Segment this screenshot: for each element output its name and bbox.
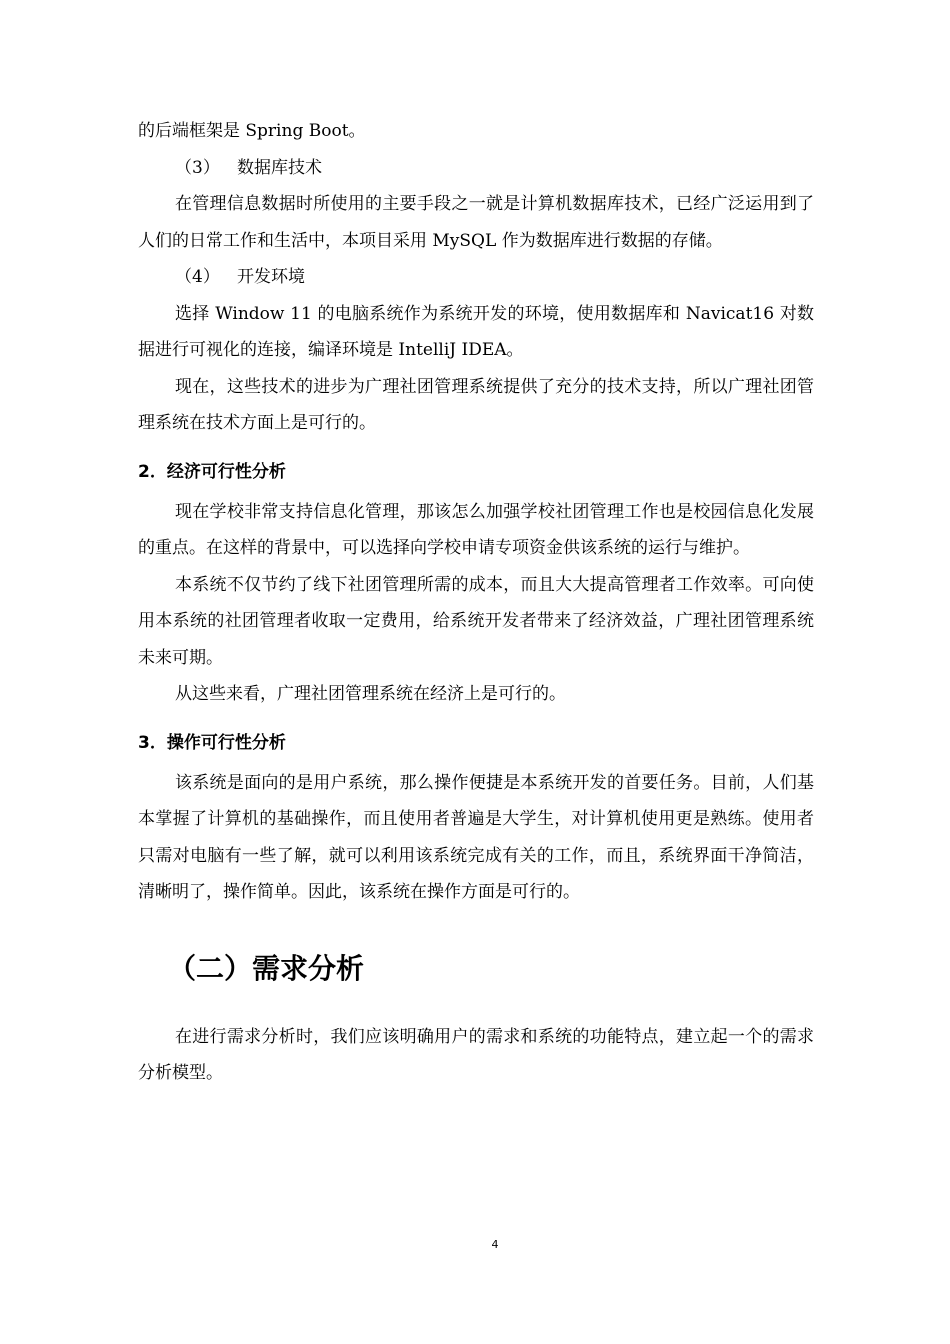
paragraph-operational: 该系统是面向的是用户系统，那么操作便捷是本系统开发的首要任务。目前，人们基本掌握了计算机的基础操作，而且使用者普遍是大学生，对计算机使用更是熟练。使用者只需对电脑有一些了解，就可以利用该系统完成有关的工作，而且，系统界面干净简洁，清晰明了，操作简单。因此，该系统在操作方面是可行的。 [138,772,814,902]
list-item-label: 数据库技术 [237,157,322,178]
paragraph-backend-framework: 的后端框架是 Spring Boot。 [138,121,366,141]
list-item-number: （3） [175,157,220,178]
paragraph-requirements: 在进行需求分析时，我们应该明确用户的需求和系统的功能特点，建立起一个的需求分析模型。 [138,1026,814,1083]
list-item-dev-environment [138,259,814,296]
heading-operational-feasibility: 3．操作可行性分析 [138,732,286,753]
paragraph-database: 在管理信息数据时所使用的主要手段之一就是计算机数据库技术，已经广泛运用到了人们的日常工作和生活中，本项目采用 MySQL 作为数据库进行数据的存储。 [138,194,814,251]
list-item-number: （4） [175,267,220,287]
paragraph-dev-environment: 选择 Window 11 的电脑系统作为系统开发的环境，使用数据库和 Navicat16 对数据进行可视化的连接，编译环境是 IntelliJ IDEA。 [138,303,814,360]
paragraph-economic-1: 现在学校非常支持信息化管理，那该怎么加强学校社团管理工作也是校园信息化发展的重点。在这样的背景中，可以选择向学校申请专项资金供该系统的运行与维护。 [138,501,814,558]
paragraph-economic-conclusion: 从这些来看，广理社团管理系统在经济上是可行的。 [175,684,566,704]
page-number: 4 [491,1238,499,1251]
list-item-label: 开发环境 [237,267,305,287]
list-item-database-tech [138,150,814,187]
paragraph-tech-conclusion: 现在，这些技术的进步为广理社团管理系统提供了充分的技术支持，所以广理社团管理系统在技术方面上是可行的。 [138,376,814,433]
document-body [138,113,814,1092]
paragraph-economic-2: 本系统不仅节约了线下社团管理所需的成本，而且大大提高管理者工作效率。可向使用本系统的社团管理者收取一定费用，给系统开发者带来了经济效益，广理社团管理系统未来可期。 [138,574,814,668]
heading-requirements-analysis: （二）需求分析 [168,951,365,985]
heading-economic-feasibility: 2．经济可行性分析 [138,461,286,482]
